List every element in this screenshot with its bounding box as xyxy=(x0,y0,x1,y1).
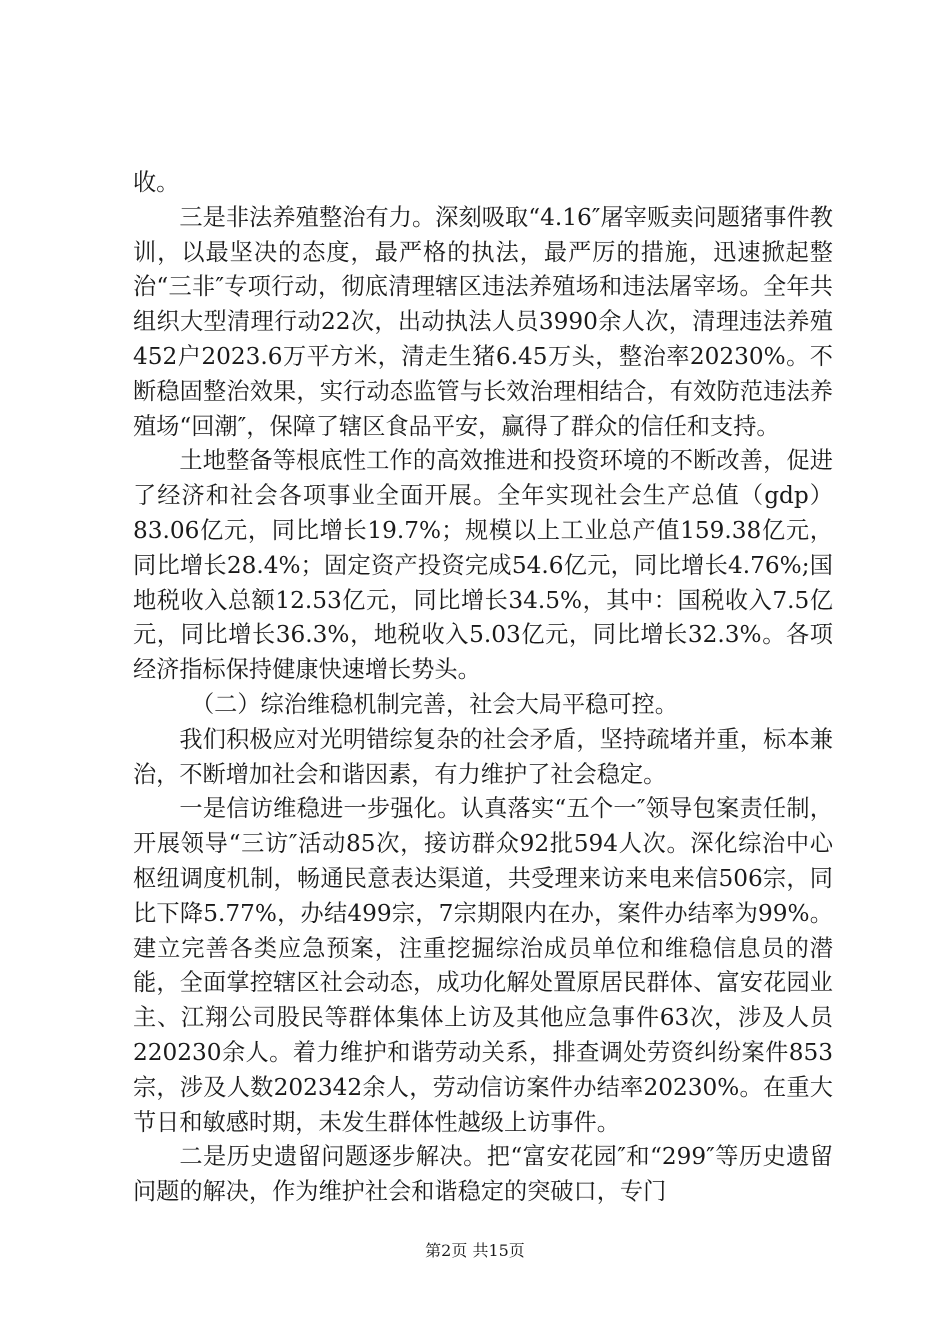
paragraph-petition: 一是信访维稳进一步强化。认真落实“五个一″领导包案责任制，开展领导“三访″活动85次，接访群众92批594人次。深化综治中心枢纽调度机制，畅通民意表达渠道，共受理来访来电来信506宗，同比下降5.77%，办结499宗，7宗期限内在办，案件办结率为99%。建立完善各类应急预案，注重挖掘综治成员单位和维稳信息员的潜能，全面掌控辖区社会动态，成功化解处置原居民群体、富安花园业主、江翔公司股民等群体集体上访及其他应急事件63次，涉及人员220230余人。着力维护和谐劳动关系，排查调处劳资纠纷案件853宗，涉及人数202342余人，劳动信访案件办结率20230%。在重大节日和敏感时期，未发生群体性越级上访事件。 xyxy=(133,795,833,1136)
document-body xyxy=(133,166,833,1210)
paragraph-historical-issues: 二是历史遗留问题逐步解决。把“富安花园″和“299″等历史遗留问题的解决，作为维护社会和谐稳定的突破口，专门 xyxy=(133,1143,833,1206)
page-footer: 第2页 共15页 xyxy=(425,1241,525,1260)
paragraph-continuation: 收。 xyxy=(133,169,180,196)
paragraph-economic-growth: 土地整备等根底性工作的高效推进和投资环境的不断改善，促进了经济和社会各项事业全面开展。全年实现社会生产总值（gdp）83.06亿元，同比增长19.7%；规模以上工业总产值159.38亿元，同比增长28.4%；固定资产投资完成54.6亿元，同比增长4.76%;国地税收入总额12.53亿元，同比增长34.5%，其中：国税收入7.5亿元，同比增长36.3%，地税收入5.03亿元，同比增长32.3%。各项经济指标保持健康快速增长势头。 xyxy=(133,447,833,684)
paragraph-illegal-breeding: 三是非法养殖整治有力。深刻吸取“4.16″屠宰贩卖问题猪事件教训，以最坚决的态度，最严格的执法，最严厉的措施，迅速掀起整治“三非″专项行动，彻底清理辖区违法养殖场和违法屠宰场。全年共组织大型清理行动22次，出动执法人员3990余人次，清理违法养殖452户2023.6万平方米，清走生猪6.45万头，整治率20230%。不断稳固整治效果，实行动态监管与长效治理相结合，有效防范违法养殖场“回潮″，保障了辖区食品平安，赢得了群众的信任和支持。 xyxy=(133,203,833,440)
paragraph-social-stability: 我们积极应对光明错综复杂的社会矛盾，坚持疏堵并重，标本兼治，不断增加社会和谐因素，有力维护了社会稳定。 xyxy=(133,725,833,788)
section-heading: （二）综治维稳机制完善，社会大局平稳可控。 xyxy=(191,690,678,718)
